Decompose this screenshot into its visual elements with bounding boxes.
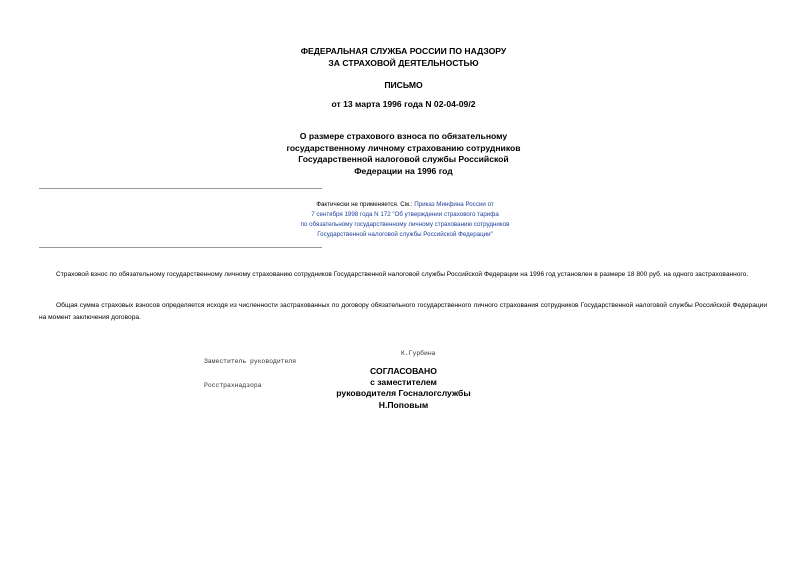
document-date: от 13 марта 1996 года N 02-04-09/2 [331,99,476,109]
subject-line: Федерации на 1996 год [354,165,453,176]
signatory-title-line-1: Заместитель руководителя [204,358,297,365]
approval-line-2: с заместителем [370,377,437,388]
note-link-line[interactable]: Государственной налоговой службы Российской Федерации" [317,231,493,238]
org-line-1: ФЕДЕРАЛЬНАЯ СЛУЖБА РОССИИ ПО НАДЗОРУ [300,46,507,56]
subject-line: Государственной налоговой службы Российской [298,154,509,164]
org-line-2: ЗА СТРАХОВОЙ ДЕЯТЕЛЬНОСТЬЮ [328,57,479,68]
issuing-organization [0,46,807,69]
divider-top [39,188,322,189]
note-link-line[interactable]: 7 сентября 1998 года N 172 "Об утверждении страхового тарифа [311,211,499,218]
subject-line: государственному личному страхованию сотрудников [286,142,521,153]
body-paragraph-2: Общая сумма страховых взносов определяется исходя из численности застрахованных по договору обязательного государственного личного страхования сотрудников Государственной налоговой службы Российской Федерации на момент заключения договора. [39,302,767,321]
applicability-note [240,200,570,240]
approval-line-4: Н.Поповым [378,399,429,410]
note-link-line[interactable]: Приказ Минфина России от [414,201,494,208]
note-link-line[interactable]: по обязательному государственному личному страхованию сотрудников [300,221,510,228]
signatory-name: К.Гурбина [401,350,436,357]
approval-line-1: СОГЛАСОВАНО [370,366,437,376]
subject-line: О размере страхового взноса по обязательному [299,131,508,141]
body-paragraph-1: Страховой взнос по обязательному государственному личному страхованию сотрудников Государственной налоговой службы Российской Федерации на 1996 год установлен в размере 18 800 руб. на одного застрахованного. [56,271,749,278]
document-subject [0,131,807,177]
signatory-title-line-2: Росстрахнадзора [204,382,262,389]
note-prefix: Фактически не применяется. См.: [316,201,415,208]
document-type: ПИСЬМО [384,80,423,90]
approval-line-3: руководителя Госналогслужбы [336,388,471,399]
approval-block [0,366,807,411]
divider-bottom [39,247,322,248]
